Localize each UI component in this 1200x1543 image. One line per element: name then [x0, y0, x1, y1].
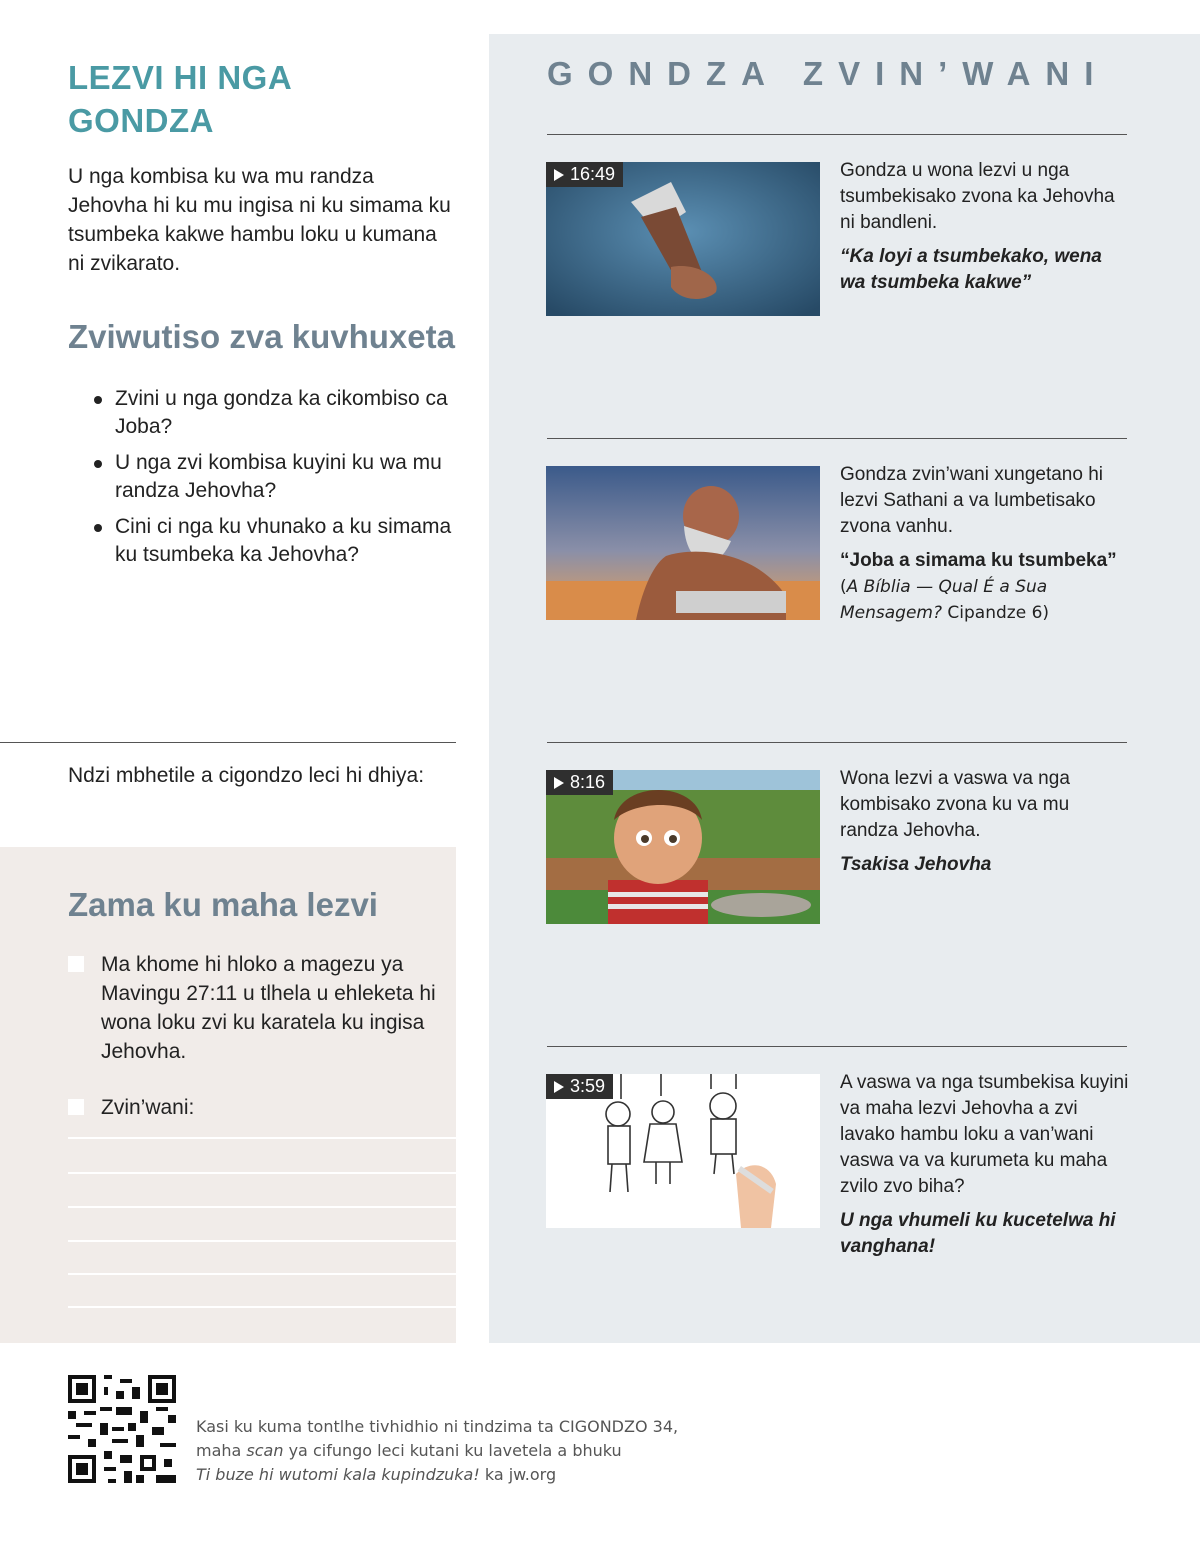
- write-line[interactable]: [68, 1172, 456, 1174]
- divider: [547, 742, 1127, 743]
- completion-date-prompt: Ndzi mbhetile a cigondzo leci hi dhiya:: [68, 764, 425, 787]
- try-item-1: [68, 950, 438, 1066]
- image-thumbnail-2[interactable]: [546, 466, 820, 620]
- review-question: Zvini u nga gondza ka cikombiso ca Joba?: [92, 385, 458, 441]
- review-questions-heading: Zviwutiso zva kuvhuxeta: [68, 318, 455, 355]
- learn-more-heading: GONDZA ZVIN’WANI: [547, 55, 1109, 92]
- play-icon: [554, 777, 564, 789]
- page-title-line-2: GONDZA: [68, 102, 214, 139]
- video-duration-badge: 3:59: [546, 1074, 613, 1099]
- review-questions-list: [92, 385, 458, 577]
- item-description: Gondza u wona lezvi u nga tsumbekisako zvona ka Jehovha ni bandleni.: [840, 160, 1115, 233]
- qr-code-icon[interactable]: [68, 1375, 176, 1483]
- divider: [547, 1046, 1127, 1047]
- review-question: U nga zvi kombisa kuyini ku wa mu randza Jehovha?: [92, 449, 458, 505]
- intro-paragraph: U nga kombisa ku wa mu randza Jehovha hi ku mu ingisa ni ku simama ku tsumbeka kakwe hambu loku u kumana ni zvikarato.: [68, 165, 451, 275]
- divider: [0, 742, 456, 743]
- page-title: [68, 56, 448, 142]
- book-title-link[interactable]: Ti buze hi wutomi kala kupindzuka!: [196, 1465, 480, 1484]
- write-line[interactable]: [68, 1137, 456, 1139]
- checkbox[interactable]: [68, 956, 84, 972]
- play-icon: [554, 1081, 564, 1093]
- learn-more-item-1: [840, 158, 1130, 296]
- footer-note: [196, 1415, 756, 1487]
- checkbox[interactable]: [68, 1099, 84, 1115]
- item-title-link[interactable]: Tsakisa Jehovha: [840, 854, 992, 875]
- item-description: Gondza zvin’wani xungetano hi lezvi Sathani a va lumbetisako zvona vanhu.: [840, 464, 1104, 537]
- write-line[interactable]: [68, 1206, 456, 1208]
- item-description: Wona lezvi a vaswa va nga kombisako zvona ku va mu randza Jehovha.: [840, 768, 1070, 841]
- write-line[interactable]: [68, 1273, 456, 1275]
- play-icon: [554, 169, 564, 181]
- divider: [547, 134, 1127, 135]
- page-title-line-1: LEZVI HI NGA: [68, 59, 293, 96]
- video-thumbnail-3[interactable]: [546, 770, 820, 924]
- job-illustration: [546, 466, 820, 620]
- video-duration-badge: 16:49: [546, 162, 623, 187]
- video-thumbnail-1[interactable]: [546, 162, 820, 316]
- write-line[interactable]: [68, 1306, 456, 1308]
- footer-line-1: Kasi ku kuma tontlhe tivhidhio ni tindzima ta CIGONDZO 34,: [196, 1417, 679, 1436]
- video-thumbnail-4[interactable]: [546, 1074, 820, 1228]
- item-title-link[interactable]: U nga vhumeli ku kucetelwa hi vanghana!: [840, 1210, 1116, 1257]
- video-duration-badge: 8:16: [546, 770, 613, 795]
- learn-more-item-2: [840, 462, 1130, 626]
- review-question: Cini ci nga ku vhunako a ku simama ku tsumbeka ka Jehovha?: [92, 513, 458, 569]
- try-item-text: Ma khome hi hloko a magezu ya Mavingu 27:11 u tlhela u ehleketa hi wona loku zvi ku karatela ku ingisa Jehovha.: [101, 953, 436, 1063]
- write-line[interactable]: [68, 1240, 456, 1242]
- try-item-2: [68, 1093, 438, 1122]
- item-description: A vaswa va nga tsumbekisa kuyini va maha lezvi Jehovha a zvi lavako hambu loku a van’wani vaswa va va kurumeta ku maha zvilo zvo biha?: [840, 1072, 1129, 1197]
- divider: [547, 438, 1127, 439]
- try-this-heading: Zama ku maha lezvi: [68, 886, 378, 923]
- item-source: (A Bíblia — Qual É a Sua Mensagem? Cipandze 6): [840, 577, 1050, 623]
- item-title-link[interactable]: “Ka loyi a tsumbekako, wena wa tsumbeka kakwe”: [840, 246, 1102, 293]
- footer-line-2: maha scan ya cifungo leci kutani ku lavetela a bhuku: [196, 1441, 622, 1460]
- item-title-link[interactable]: “Joba a simama ku tsumbeka”: [840, 550, 1117, 571]
- learn-more-item-4: [840, 1070, 1130, 1260]
- try-item-text: Zvin’wani:: [101, 1096, 195, 1119]
- learn-more-item-3: [840, 766, 1130, 878]
- footer-line-3: Ti buze hi wutomi kala kupindzuka! ka jw.org: [196, 1465, 557, 1484]
